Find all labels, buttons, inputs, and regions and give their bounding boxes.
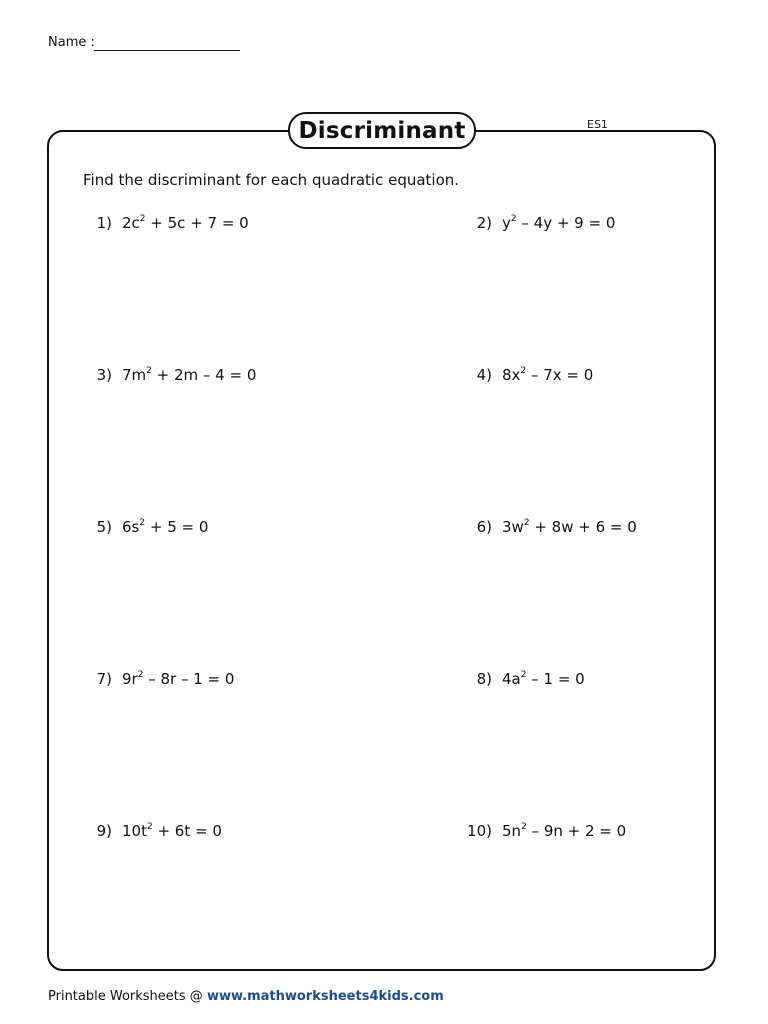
problem-number: 7): [96, 670, 112, 688]
title-text: Discriminant: [298, 117, 466, 144]
term-rest: + 6t = 0: [152, 822, 222, 840]
exponent: 2: [137, 670, 144, 680]
exponent: 2: [520, 366, 527, 376]
term-a: 2c: [122, 214, 140, 232]
name-label: Name :: [48, 35, 95, 50]
problem-6: [476, 518, 637, 536]
term-a: 4a: [502, 670, 521, 688]
problem-2: [476, 214, 616, 232]
exponent: 2: [139, 214, 146, 224]
term-a: 8x: [502, 366, 521, 384]
term-a: 10t: [122, 822, 147, 840]
name-blank-line: [94, 50, 240, 51]
term-a: 6s: [122, 518, 140, 536]
problem-number: 9): [96, 822, 112, 840]
term-rest: + 5 = 0: [145, 518, 209, 536]
problem-number: 6): [476, 518, 492, 536]
problem-number: 5): [96, 518, 112, 536]
problem-5: [96, 518, 209, 536]
problem-3: [96, 366, 257, 384]
term-a: y: [502, 214, 511, 232]
term-rest: – 7x = 0: [526, 366, 594, 384]
footer: [48, 989, 444, 1004]
problem-number: 3): [96, 366, 112, 384]
problem-number: 1): [96, 214, 112, 232]
problem-number: 2): [476, 214, 492, 232]
term-rest: + 2m – 4 = 0: [151, 366, 257, 384]
term-a: 9r: [122, 670, 138, 688]
exponent: 2: [523, 518, 530, 528]
exponent: 2: [139, 518, 146, 528]
worksheet-frame: [47, 130, 716, 971]
exponent: 2: [510, 214, 517, 224]
exponent: 2: [520, 670, 527, 680]
term-rest: – 4y + 9 = 0: [516, 214, 616, 232]
term-rest: – 1 = 0: [526, 670, 585, 688]
term-rest: – 8r – 1 = 0: [143, 670, 235, 688]
problem-1: [96, 214, 249, 232]
problem-9: [96, 822, 222, 840]
footer-prefix: Printable Worksheets @: [48, 989, 207, 1004]
exponent: 2: [521, 822, 527, 832]
term-rest: – 9n + 2 = 0: [526, 822, 627, 840]
problem-number: 4): [476, 366, 492, 384]
instruction-text: Find the discriminant for each quadratic equation.: [83, 171, 460, 189]
sheet-code: ES1: [587, 118, 608, 131]
problem-number: 10): [467, 822, 492, 840]
exponent: 2: [146, 822, 153, 832]
problem-number: 8): [476, 670, 492, 688]
problem-4: [476, 366, 594, 384]
worksheet-title: [288, 112, 476, 149]
problem-10: [467, 822, 627, 840]
footer-link[interactable]: www.mathworksheets4kids.com: [206, 989, 444, 1004]
exponent: 2: [146, 366, 152, 376]
term-a: 3w: [502, 518, 524, 536]
term-rest: + 8w + 6 = 0: [529, 518, 637, 536]
problem-7: [96, 670, 235, 688]
problem-8: [476, 670, 585, 688]
term-a: 7m: [122, 366, 147, 384]
term-a: 5n: [502, 822, 522, 840]
term-rest: + 5c + 7 = 0: [145, 214, 249, 232]
